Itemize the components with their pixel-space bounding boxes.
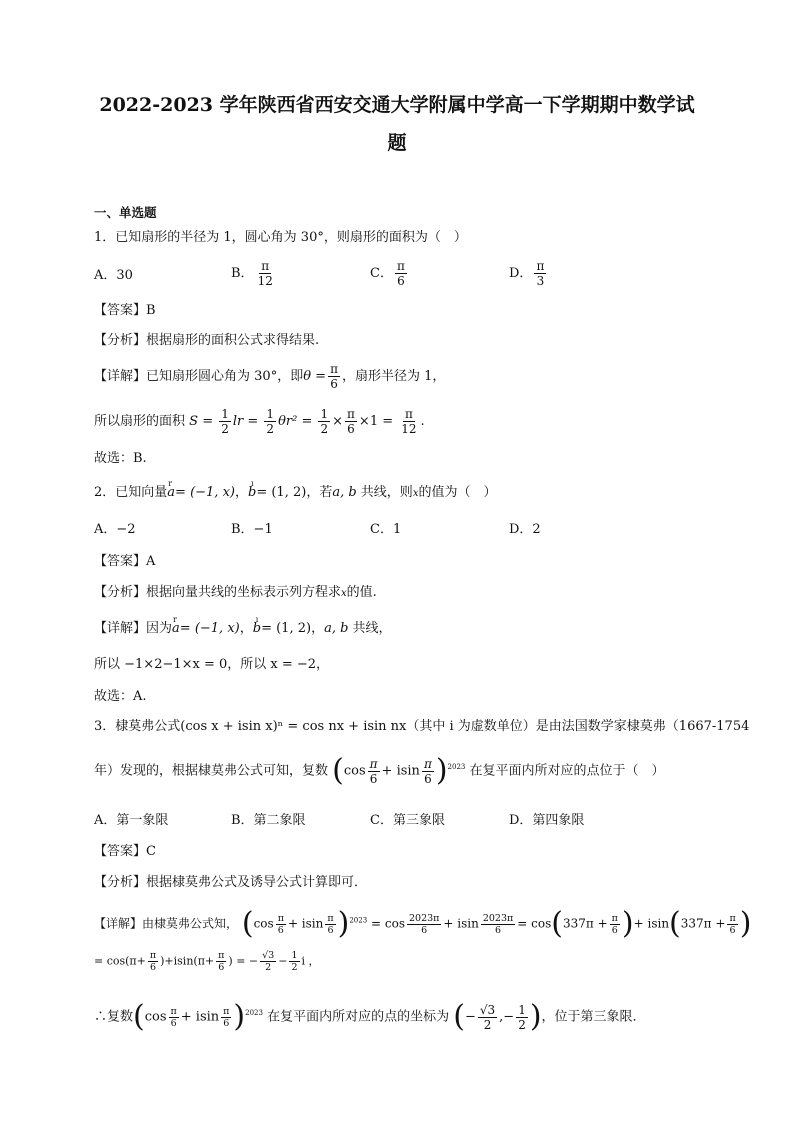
q1-option-c: C． $\frac{\pi}{6}$ <box>370 259 405 288</box>
q3-option-b: B．第二象限 <box>231 813 306 828</box>
q2-step: 所以 −1×2−1×x = 0，所以 x = −2， <box>94 657 330 672</box>
q3-stem-line-1: 3．棣莫弗公式(cos x + isin x)ⁿ = cos nx + isin nx（其中 i 为虚数单位）是由法国数学家棣莫弗（1667-1754 <box>94 719 750 734</box>
q2-detail: 【详解】因为r a= (−1, x)，ı b= (1, 2)，a, b 共线， <box>94 620 392 638</box>
q3-option-d: D．第四象限 <box>509 813 585 828</box>
q1-area-formula: 所以扇形的面积 S = $\frac{1}{2}$ lr = $\frac{1}{2}$ θr² = $\frac{1}{2}$ × $\frac{\pi}{6}$ ×1 = $\frac{\pi}{12}$ . <box>94 407 425 436</box>
q3-option-c: C．第三象限 <box>370 813 445 828</box>
q1-option-d: D． $\frac{\pi}{3}$ <box>509 259 545 288</box>
q3-detail: 【详解】由棣莫弗公式知， (cos $\frac{\pi}{6}$ + isin $\frac{\pi}{6}$ )$^{2023}$ = cos $\frac{2023\pi}{6}$ + isin $\frac{2023\pi}{6}$ = cos(337π + $\frac{\pi}{6}$ )+ isin(337π + $\frac{\pi}{6}$ ) <box>94 906 752 941</box>
q1-conclusion: 故选：B. <box>94 451 147 466</box>
q2-option-d: D．2 <box>509 522 541 537</box>
q2-conclusion: 故选：A. <box>94 689 147 704</box>
q2-option-a: A．−2 <box>94 522 136 537</box>
q1-analysis: 【分析】根据扇形的面积公式求得结果. <box>94 333 320 348</box>
document-title-line-2: 题 <box>387 132 407 154</box>
q1-stem: 1．已知扇形的半径为 1，圆心角为 30°，则扇形的面积为（ ） <box>94 230 467 245</box>
q2-analysis: 【分析】根据向量共线的坐标表示列方程求x的值. <box>94 585 377 600</box>
q1-option-a: A．30 <box>94 268 133 283</box>
document-title-line-1: 2022-2023 学年陕西省西安交通大学附属中学高一下学期期中数学试 <box>99 94 695 116</box>
q3-final: ∴复数(cos $\frac{\pi}{6}$ + isin $\frac{\pi}{6}$ )$^{2023}$ 在复平面内所对应的点的坐标为 (− $\frac{√3}{2}$ ,− $\frac{1}{2}$ )，位于第三象限． <box>94 999 646 1034</box>
q3-detail-step: = cos(π+ $\frac{\pi}{6}$ )+isin(π+ $\frac{\pi}{6}$ ) = − $\frac{√3}{2}$ − $\frac{1}{2}$ i ， <box>94 950 320 973</box>
q3-stem-line-2: 年）发现的，根据棣莫弗公式可知，复数 (cos $\frac{\pi}{6}$ + isin $\frac{\pi}{6}$ )$^{2023}$ 在复平面内所对应的点位于（ ） <box>94 753 665 788</box>
q3-answer: 【答案】C <box>94 844 156 859</box>
q1-detail: 【详解】已知扇形圆心角为 30°，即θ = $\frac{\pi}{6}$ ，扇形半径为 1， <box>94 362 446 391</box>
q1-answer: 【答案】B <box>94 303 156 318</box>
q2-option-c: C．1 <box>370 522 402 537</box>
q2-answer: 【答案】A <box>94 554 156 569</box>
section-heading: 一、单选题 <box>94 205 157 220</box>
q1-option-b: B． $\frac{\pi}{12}$ <box>231 259 273 288</box>
q3-option-a: A．第一象限 <box>94 813 169 828</box>
q2-option-b: B．−1 <box>231 522 273 537</box>
q2-stem: 2．已知向量r a= (−1, x)，ı b= (1, 2)，若a, b 共线，则x的值为（ ） <box>94 484 496 503</box>
q3-analysis: 【分析】根据棣莫弗公式及诱导公式计算即可． <box>94 875 368 890</box>
